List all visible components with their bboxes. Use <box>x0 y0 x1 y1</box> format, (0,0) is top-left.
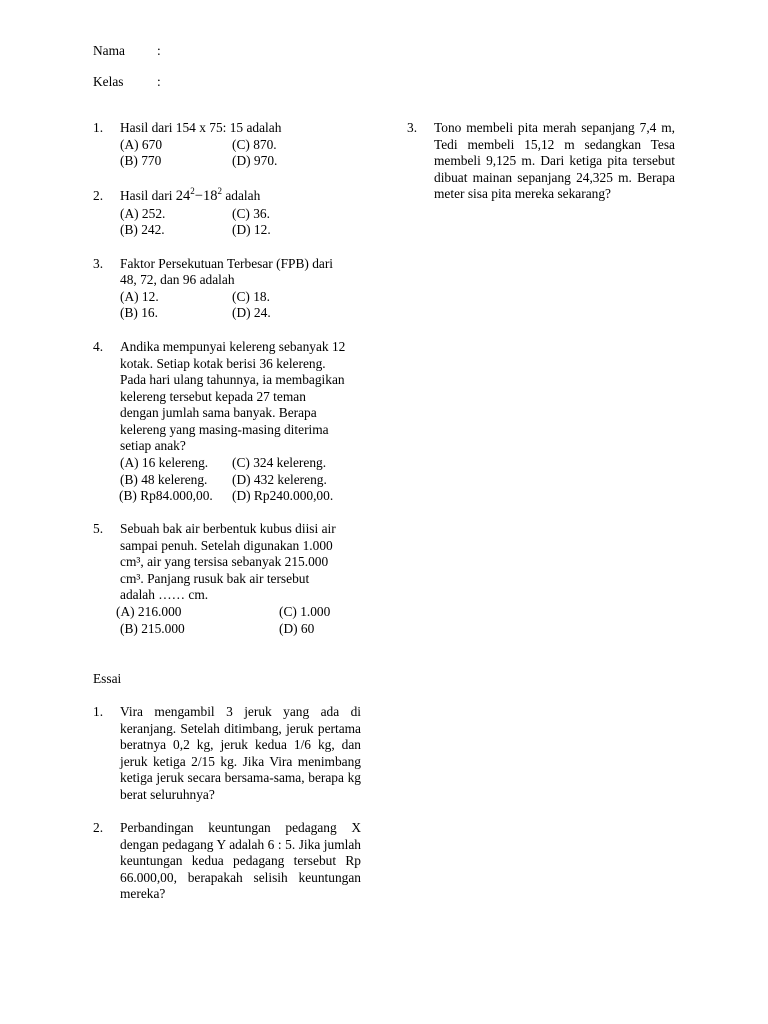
question-text-line: adalah …… cm. <box>120 587 209 602</box>
question-number: 1. <box>93 120 104 135</box>
option-a: (A) 670 <box>120 137 163 152</box>
essay-item-1 <box>93 704 363 804</box>
option-c: (C) 1.000 <box>279 604 331 619</box>
essay-number: 3. <box>407 120 418 135</box>
exponent-2: 2 <box>217 186 222 196</box>
option-a: (A) 16 kelereng. <box>120 455 209 470</box>
question-text-line: dengan jumlah sama banyak. Berapa <box>120 405 317 420</box>
question-text-line: cm³, air yang tersisa sebanyak 215.000 <box>120 554 329 569</box>
question-text-line: Sebuah bak air berbentuk kubus diisi air <box>120 521 336 536</box>
question-text-line: 48, 72, dan 96 adalah <box>120 272 235 287</box>
question-text: Hasil dari 154 x 75: 15 adalah <box>120 120 282 135</box>
question-text-line: setiap anak? <box>120 438 186 453</box>
kelas-colon: : <box>157 74 161 89</box>
option-d: (D) 60 <box>279 621 315 636</box>
essay-text: Perbandingan keuntungan pedagang X dengan pedagang Y adalah 6 : 5. Jika jumlah keuntungan kedua pedagang tersebut Rp 66.000,00, berapakah selisih keuntungan mereka? <box>120 820 361 902</box>
option-b-alt: (B) Rp84.000,00. <box>119 488 213 503</box>
text-prefix: Hasil dari <box>120 188 173 203</box>
essay-item-3 <box>407 120 677 224</box>
question-text-line: kelereng yang masing-masing diterima <box>120 421 329 437</box>
nama-label: Nama <box>93 43 125 58</box>
question-text-line: Pada hari ulang tahunnya, ia membagikan <box>120 372 345 387</box>
question-text-line: sampai penuh. Setelah digunakan 1.000 <box>120 537 333 553</box>
question-text-line: kotak. Setiap kotak berisi 36 kelereng. <box>120 355 326 371</box>
option-a: (A) 216.000 <box>116 604 182 619</box>
essay-number: 2. <box>93 820 104 835</box>
question-3 <box>93 256 373 324</box>
option-c: (C) 18. <box>232 289 270 304</box>
question-number: 2. <box>93 188 104 203</box>
text-suffix: adalah <box>225 188 261 203</box>
option-a: (A) 12. <box>120 289 159 304</box>
question-number: 4. <box>93 339 104 354</box>
essay-heading: Essai <box>93 671 122 686</box>
kelas-label: Kelas <box>93 74 124 89</box>
essay-text: Vira mengambil 3 jeruk yang ada di keranjang. Setelah ditimbang, jeruk pertama beratnya 0,2 kg, jeruk kedua 1/6 kg, dan jeruk ketiga 2/15 kg. Jika Vira menimbang ketiga jeruk secara bersama-sama, berapa kg berat seluruhnya? <box>120 704 361 802</box>
option-d: (D) 432 kelereng. <box>232 471 327 487</box>
option-a: (A) 252. <box>120 206 166 221</box>
base-1: 24 <box>175 188 191 204</box>
option-d-alt: (D) Rp240.000,00. <box>232 488 334 503</box>
question-text-line: Andika mempunyai kelereng sebanyak 12 <box>120 339 346 354</box>
question-5 <box>93 521 383 641</box>
question-4 <box>93 339 373 509</box>
exponent-1: 2 <box>190 186 195 196</box>
option-b: (B) 770 <box>120 153 162 168</box>
option-d: (D) 970. <box>232 153 278 168</box>
question-number: 3. <box>93 256 104 271</box>
option-c: (C) 324 kelereng. <box>232 455 327 470</box>
question-text-line: kelereng tersebut kepada 27 teman <box>120 388 306 404</box>
option-c: (C) 36. <box>232 206 270 221</box>
option-b: (B) 16. <box>120 305 158 320</box>
option-b: (B) 242. <box>120 222 165 237</box>
question-number: 5. <box>93 521 104 536</box>
option-b: (B) 48 kelereng. <box>120 471 208 487</box>
question-text <box>120 188 260 205</box>
option-d: (D) 12. <box>232 222 271 237</box>
math-expression <box>176 188 222 204</box>
base-2: 18 <box>202 188 218 204</box>
essay-text: Tono membeli pita merah sepanjang 7,4 m, Tedi membeli 15,12 m sedangkan Tesa membeli 9,125 m. Dari ketiga pita tersebut dibuat mainan sepanjang 24,325 m. Berapa meter sisa pita mereka sekarang? <box>434 120 675 202</box>
essay-number: 1. <box>93 704 104 719</box>
nama-colon: : <box>157 43 161 58</box>
question-text-line: cm³. Panjang rusuk bak air tersebut <box>120 570 310 586</box>
option-d: (D) 24. <box>232 305 271 320</box>
option-c: (C) 870. <box>232 137 277 152</box>
question-text-line: Faktor Persekutuan Terbesar (FPB) dari <box>120 256 334 271</box>
option-b: (B) 215.000 <box>120 621 185 636</box>
question-2 <box>93 187 373 243</box>
minus-sign: − <box>194 188 203 204</box>
question-1 <box>93 120 373 172</box>
essay-item-2 <box>93 820 363 910</box>
